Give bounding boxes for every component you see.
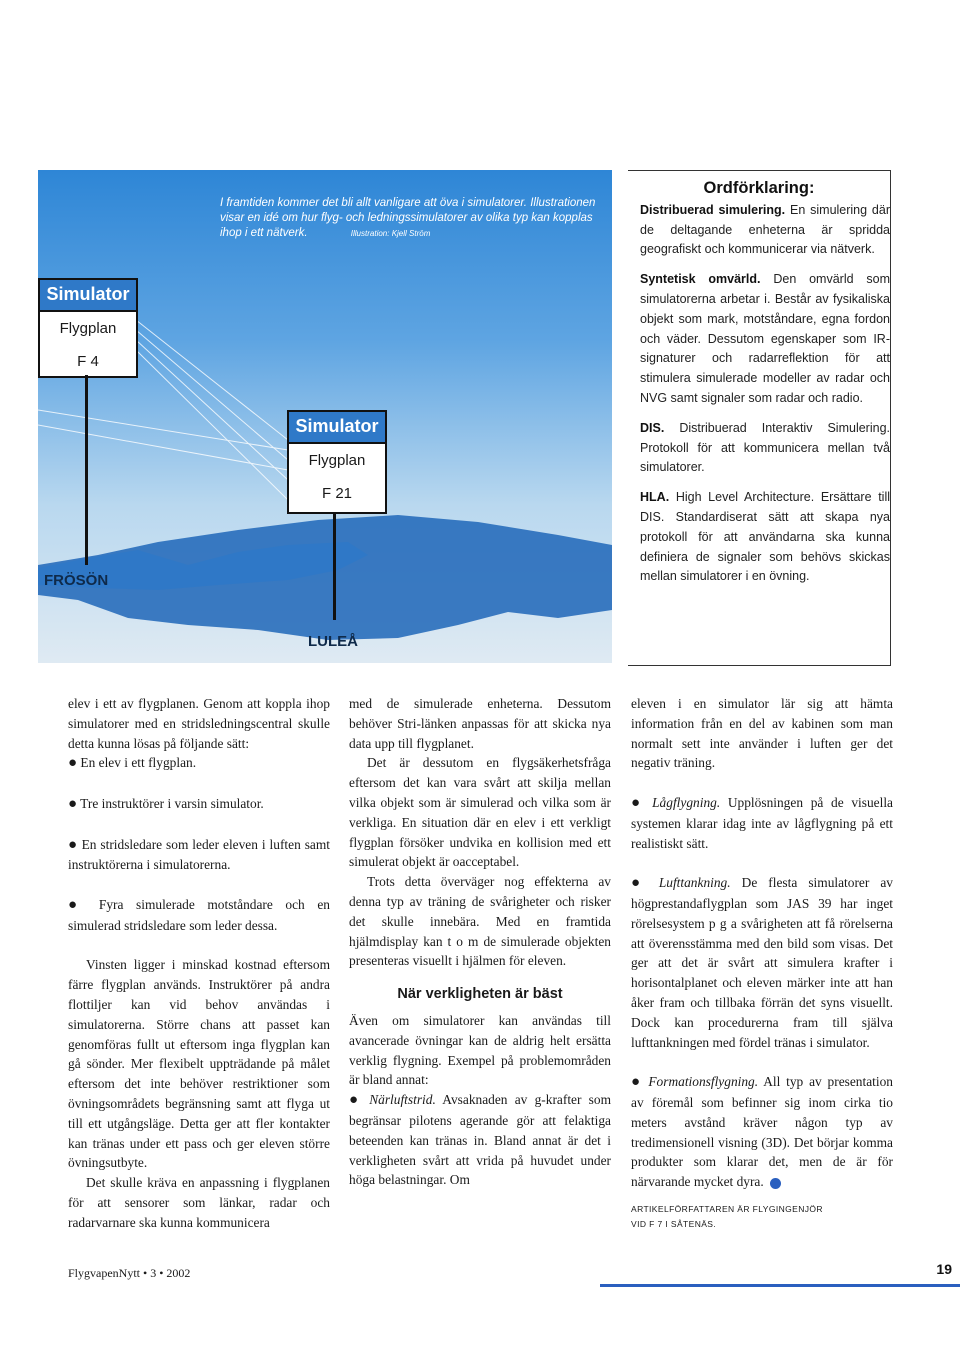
article-column-3 — [631, 694, 893, 1232]
simulator-box-type: Flygplan — [308, 452, 366, 469]
end-mark-icon — [770, 1178, 781, 1189]
pole-f21 — [333, 512, 336, 620]
paragraph: Även om simulatorer kan användas till avancerade övningar kan de aldrig helt ersätta verklig flygning. Exempel på problemområden är bland annat: — [349, 1012, 611, 1088]
paragraph: med de simulerade enheterna. Dessutom behöver Stri-länken anpassas för att skicka nya data upp till flygplanet. — [349, 696, 611, 751]
simulator-box-title: Simulator — [289, 412, 385, 444]
place-label-frosoen: FRÖSÖN — [44, 572, 109, 589]
article-column-1 — [68, 694, 330, 1233]
illustration-caption: I framtiden kommer det bli allt vanligare att öva i simulatorer. Illustrationen visar en idé om hur flyg- och ledningssimulatorer av olika typ kan kopplas ihop i ett nätverk. Illustration: Kjell Ström — [220, 197, 596, 239]
paragraph: Det är dessutom en flygsäkerhetsfråga eftersom det kan vara svårt att skilja mellan vilka objekt som är simulerad och vilka som är verkliga. En situation där en elev i ett verkligt flygplan försöker undvika en kollision med ett simulerat objekt är oacceptabel. — [349, 755, 611, 870]
simulator-box-type: Flygplan — [59, 320, 117, 337]
glossary-box — [628, 170, 891, 666]
paragraph: Trots detta överväger nog effekterna av denna typ av träning de svårigheter och risker det skulle innebära. Med en framtida hjälmdisplay kan t o m de simulerade objekten presenteras visuellt i hjälmen för eleven. — [349, 874, 611, 969]
page-number-bar — [600, 1261, 960, 1287]
bullet-item: ● Lågflygning. Upplösningen på de visuella systemen klarar idag inte av lågflygning på ett realistiskt sätt. — [631, 794, 894, 851]
section-heading: När verkligheten är bäst — [397, 986, 563, 1003]
place-label-lulea: LULEÅ — [308, 633, 358, 650]
bullet-item: ● En stridsledare som leder eleven i luften samt instruktörerna i simulatorerna. — [68, 836, 330, 873]
bullet-item: ● Närluftstrid. Avsaknaden av g-krafter som begränsar pilotens agerande gör att felaktiga beteenden kan tränas in. Bland annat är det i verkligheten svårt att vrida på huvudet under höga belastningar. Om — [349, 1092, 612, 1188]
illustration-credit: Illustration: Kjell Ström — [350, 229, 431, 238]
page-number: 19 — [936, 1261, 952, 1277]
paragraph: Vinsten ligger i minskad kostnad eftersom färre flygplan används. Instruktörer på andra flottiljer kan vid behov användas i simulatorerna. Större chans att passet kan genomföras fullt ut eftersom inga flygplan kan gå sönder. Mer flexibelt uppträdande på målet eftersom det inte behöver restriktioner som övningsområdets begränsning samt att flyga ut till ett utgångsläge. Detta ger att fler kontakter kan tränas under ett pass och ger eleven större övningsutbyte. — [68, 957, 330, 1171]
glossary-entry: Distribuerad simulering. En simulering där de deltagande enheterna är spridda geografiskt och kommunicerar via nätverk. — [640, 202, 890, 257]
article-column-2 — [349, 694, 611, 1190]
paragraph: Det skulle kräva en anpassning i flygplanen för att sensorer som länkar, radar och radarvarnare ska kunna kommunicera — [68, 1175, 330, 1230]
simulator-box-f21 — [287, 410, 387, 514]
journal-footer: FlygvapenNytt • 3 • 2002 — [68, 1266, 191, 1280]
glossary-entry: DIS. Distribuerad Interaktiv Simulering. Protokoll för att kommunicera mellan två simulatorer. — [640, 420, 890, 475]
bullet-item: ● Tre instruktörer i varsin simulator. — [68, 795, 264, 812]
paragraph: elev i ett av flygplanen. Genom att koppla ihop simulatorer med en stridsledningscentral skulle detta kunna lösas på följande sätt: — [68, 696, 330, 751]
pole-f4 — [85, 375, 88, 565]
simulator-box-title: Simulator — [40, 280, 136, 312]
bullet-item: ● Formationsflygning. All typ av presentation av föremål som befinner sig inom cirka tio meters avstånd kräver någon typ av tredimensionell visning (3D). Det börjar komma produkter som klarar det, men de är för närvarande mycket dyra. — [631, 1074, 893, 1190]
author-note: ARTIKELFÖRFATTAREN ÄR FLYGINGENJÖR VID F 7 I SÅTENÄS. — [631, 1203, 823, 1229]
glossary-entry: HLA. High Level Architecture. Ersättare till DIS. Standardiserat sätt att skapa nya protokoll för att användarna ska kunna definiera de signaler som behövs skickas mellan simulatorer i en övning. — [640, 490, 890, 584]
bullet-item: ● Fyra simulerade motståndare och en simulerad stridsledare som leder dessa. — [68, 896, 330, 933]
bullet-item: ● Lufttankning. De flesta simulatorer av högprestandaflygplan som JAS 39 har inget rörelsesystem p g a svårigheten att få rörelserna att överensstämma med den bild som visas. Det ger att det är svårt att simulera krafter i horisontalplanet och eleven märker inte att han åker fram och tillbaka förrän det syns visuellt. Dock kan procedurerna fram till själva lufttankningen med fördel tränas i simulator. — [631, 875, 894, 1050]
glossary-entry: Syntetisk omvärld. Den omvärld som simulatorerna arbetar i. Består av fysikaliska objekt som mark, motståndare, egna fordon och väder. Dessutom egenskaper som IR-signaturer och radarreflektion för att stimulera simulerade modeller av radar och NVG samt signaler som radar och radio. — [640, 272, 890, 405]
simulator-box-base: F 4 — [77, 353, 99, 370]
simulator-box-base: F 21 — [321, 485, 352, 502]
simulator-box-f4 — [38, 278, 138, 378]
paragraph: eleven i en simulator lär sig att hämta information från en del av kabinen som man normalt sett inte använder i luften ger det negativ träning. — [631, 696, 893, 771]
bullet-item: ● En elev i ett flygplan. — [68, 755, 197, 772]
glossary-title: Ordförklaring: — [703, 179, 815, 197]
